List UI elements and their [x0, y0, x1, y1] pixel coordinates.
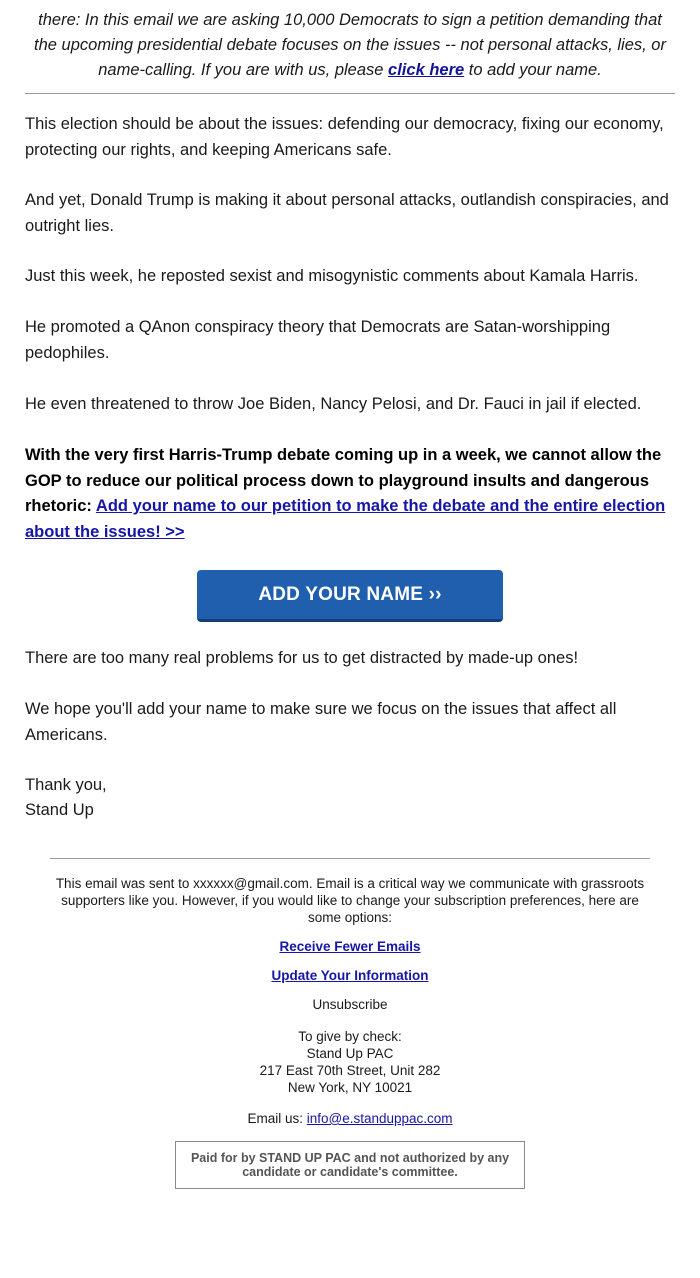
debate-call-bold-text: With the very first Harris-Trump debate coming up in a week, we cannot allow the GOP to reduce our political process down to playground insults and dangerous rhetoric:	[25, 446, 662, 515]
click-here-link[interactable]: click here	[388, 61, 465, 79]
paragraph-issues: This election should be about the issues: defending our democracy, fixing our economy, protecting our rights, and keeping Americans safe.	[25, 115, 664, 159]
paragraph-real-problems: There are too many real problems for us to get distracted by made-up ones!	[25, 649, 579, 667]
top-divider	[25, 93, 675, 94]
org-name: Stand Up PAC	[306, 1046, 394, 1061]
check-address-block	[50, 1028, 650, 1096]
city-state-zip: New York, NY 10021	[287, 1080, 413, 1095]
footer-notice: This email was sent to xxxxxx@gmail.com. Email is a critical way we communicate with grassroots supporters like you. However, if you would like to change your subscription preferences, here are some options:	[55, 876, 645, 925]
intro-paragraph	[25, 8, 675, 83]
paragraph-hope: We hope you'll add your name to make sure we focus on the issues that affect all Americans.	[25, 700, 617, 744]
paid-for-disclaimer: Paid for by STAND UP PAC and not authorized by any candidate or candidate's committee.	[175, 1141, 525, 1189]
paragraph-debate-call	[25, 443, 675, 545]
signoff-name: Stand Up	[25, 801, 94, 819]
contact-email-link[interactable]: info@e.standuppac.com	[306, 1111, 453, 1126]
update-information-link[interactable]: Update Your Information	[271, 968, 429, 983]
footer-receive-fewer-row	[50, 938, 650, 955]
receive-fewer-emails-link[interactable]: Receive Fewer Emails	[279, 939, 421, 954]
add-your-name-button[interactable]: ADD YOUR NAME ››	[197, 570, 503, 622]
intro-text-before: there: In this email we are asking 10,000 Democrats to sign a petition demanding that the upcoming presidential debate focuses on the issues -- not personal attacks, lies, or name-calling. If you are with us, please	[34, 11, 666, 79]
intro-text-after: to add your name.	[464, 61, 602, 79]
paragraph-qanon: He promoted a QAnon conspiracy theory that Democrats are Satan-worshipping pedophiles.	[25, 318, 611, 362]
footer-update-info-row	[50, 967, 650, 984]
paragraph-jail-threat: He even threatened to throw Joe Biden, Nancy Pelosi, and Dr. Fauci in jail if elected.	[25, 395, 642, 413]
unsubscribe-link[interactable]: Unsubscribe	[312, 997, 388, 1012]
check-heading: To give by check:	[298, 1029, 402, 1044]
email-us-label: Email us:	[247, 1111, 307, 1126]
paragraph-reposted: Just this week, he reposted sexist and misogynistic comments about Kamala Harris.	[25, 267, 639, 285]
street-address: 217 East 70th Street, Unit 282	[259, 1063, 441, 1078]
email-us-row	[50, 1110, 650, 1127]
signoff-thanks: Thank you,	[25, 776, 107, 794]
petition-link[interactable]: Add your name to our petition to make the debate and the entire election about the issues! >>	[25, 497, 666, 541]
footer-divider	[50, 858, 650, 859]
paragraph-trump-attacks: And yet, Donald Trump is making it about personal attacks, outlandish conspiracies, and outright lies.	[25, 191, 669, 235]
